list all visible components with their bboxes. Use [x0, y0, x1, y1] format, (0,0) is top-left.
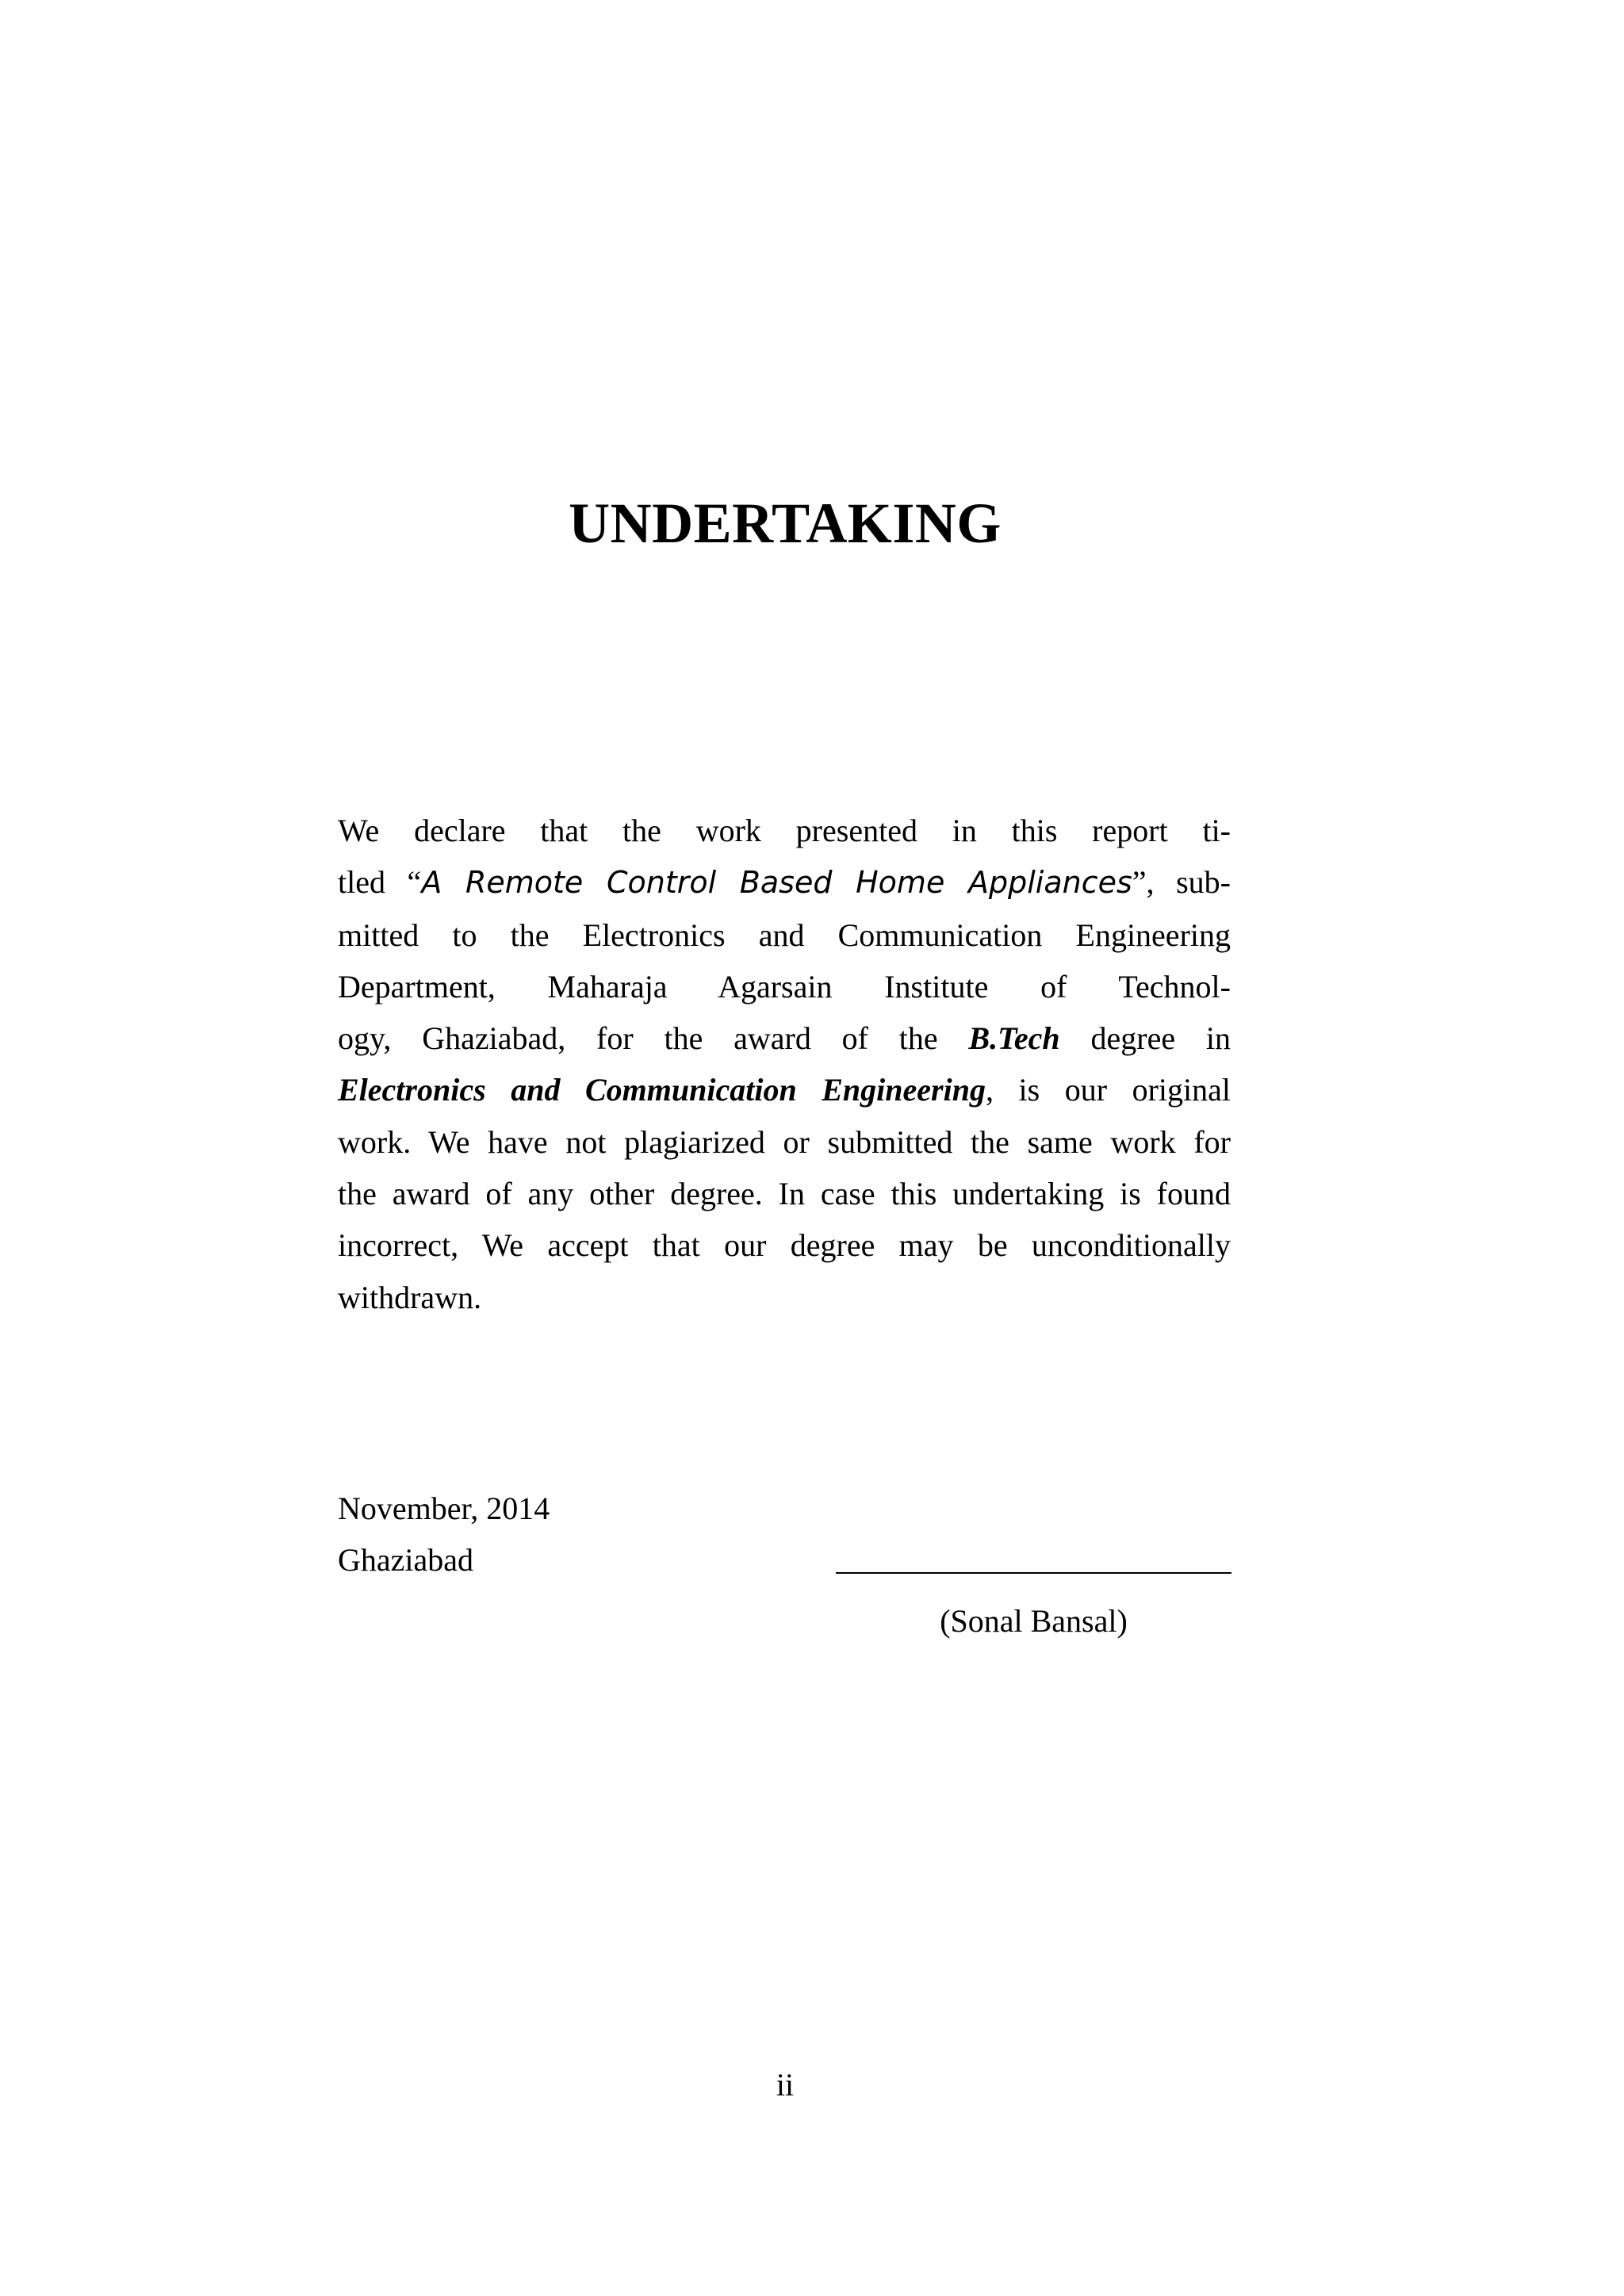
page-title: UNDERTAKING: [569, 492, 1002, 555]
paragraph-text: ogy, Ghaziabad, for the award of the: [338, 1020, 969, 1057]
signatory-name: (Sonal Bansal): [940, 1603, 1128, 1639]
paragraph-text: ”, sub-: [1132, 864, 1231, 901]
paragraph-line: Department, Maharaja Agarsain Institute of Technol-: [338, 968, 1231, 1004]
paragraph-line: incorrect, We accept that our degree may be unconditionally: [338, 1227, 1231, 1264]
paragraph-line: mitted to the Electronics and Communication Engineering: [338, 916, 1231, 953]
paragraph-line: [338, 1012, 1231, 1064]
degree-name: B.Tech: [968, 1020, 1060, 1057]
date: November, 2014: [338, 1490, 550, 1526]
branch-name: Electronics and Communication Engineering: [338, 1072, 986, 1108]
paragraph-line: We declare that the work presented in this report ti-: [338, 813, 1231, 848]
paragraph-line: [338, 856, 1231, 909]
paragraph-line: withdrawn.: [338, 1279, 482, 1315]
paragraph-line: work. We have not plagiarized or submitted the same work for: [338, 1123, 1231, 1160]
paragraph-text: , is our original: [985, 1072, 1231, 1108]
declaration-paragraph: [338, 805, 1231, 1323]
project-title: A Remote Control Based Home Appliances: [421, 865, 1132, 901]
paragraph-text: tled “: [338, 864, 422, 901]
paragraph-line: [338, 1064, 1231, 1115]
paragraph-text: degree in: [1059, 1020, 1231, 1057]
signature-line: [836, 1572, 1231, 1574]
place: Ghaziabad: [338, 1542, 474, 1578]
paragraph-line: the award of any other degree. In case this undertaking is found: [338, 1176, 1231, 1212]
page-number: ii: [776, 2067, 795, 2103]
